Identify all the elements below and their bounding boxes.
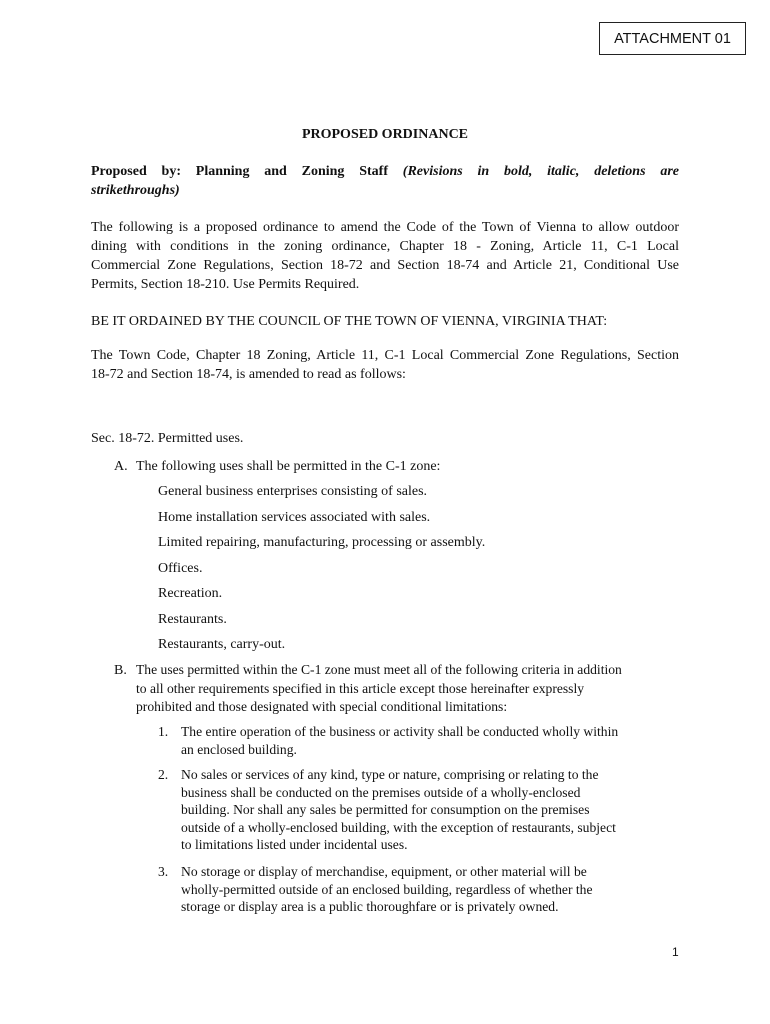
permitted-use: Restaurants, carry-out. (158, 637, 286, 652)
criterion-3 (158, 863, 678, 916)
section-heading: Sec. 18-72. Permitted uses. (91, 431, 244, 446)
permitted-use: General business enterprises consisting of sales. (158, 484, 428, 499)
document-title: PROPOSED ORDINANCE (301, 127, 469, 142)
criterion-line: to limitations listed under incidental uses. (181, 837, 408, 852)
revisions-note: (Revisions in bold, italic, deletions are (402, 164, 679, 179)
criterion-line: building. Nor shall any sales be permitted for consumption on the premises (181, 802, 590, 817)
criterion-line: business shall be conducted on the premises outside of a wholly-enclosed (181, 784, 581, 800)
criterion-number: 1. (158, 724, 169, 739)
criterion-line: outside of a wholly-enclosed building, with the exception of restaurants, subject (181, 819, 616, 835)
criterion-line: No sales or services of any kind, type or nature, comprising or relating to the (181, 767, 599, 782)
revisions-note-continued: strikethroughs) (91, 183, 180, 198)
criterion-line: No storage or display of merchandise, equipment, or other material will be (181, 864, 587, 879)
criterion-number: 2. (158, 767, 169, 782)
permitted-use: Offices. (158, 560, 203, 576)
list-item-text-line: to all other requirements specified in this article except those hereinafter expressly (136, 680, 585, 696)
list-letter: A. (114, 459, 128, 474)
intro-paragraph (91, 218, 679, 294)
list-item-text-line: The uses permitted within the C-1 zone must meet all of the following criteria in addition (136, 662, 622, 677)
list-item-text: The following uses shall be permitted in the C-1 zone: (136, 459, 441, 474)
list-letter: B. (114, 663, 127, 678)
intro-line: dining with conditions in the zoning ordinance, Chapter 18 - Zoning, Article 11, C-1 Local (91, 239, 679, 254)
amendment-paragraph (91, 346, 679, 384)
criterion-line: wholly-permitted outside of an enclosed building, regardless of whether the (181, 881, 593, 897)
criterion-1 (158, 723, 678, 758)
attachment-label: ATTACHMENT 01 (599, 22, 746, 55)
intro-line: The following is a proposed ordinance to amend the Code of the Town of Vienna to allow outdoor (91, 220, 679, 235)
ordained-statement: BE IT ORDAINED BY THE COUNCIL OF THE TOWN OF VIENNA, VIRGINIA THAT: (91, 314, 608, 329)
permitted-use: Limited repairing, manufacturing, processing or assembly. (158, 535, 486, 550)
amendment-line: The Town Code, Chapter 18 Zoning, Article 11, C-1 Local Commercial Zone Regulations, Section (91, 348, 679, 363)
proposed-by-line (91, 162, 679, 181)
criterion-number: 3. (158, 864, 169, 879)
list-item-text-line: prohibited and those designated with special conditional limitations: (136, 699, 508, 714)
proposed-by-label: Proposed by: Planning and Zoning Staff (91, 164, 388, 179)
page-number: 1 (672, 945, 679, 959)
intro-line: Commercial Zone Regulations, Section 18-72 and Section 18-74 and Article 21, Conditional Use (91, 258, 679, 273)
permitted-uses-list (158, 482, 485, 661)
criterion-line: storage or display area is a public thoroughfare or is privately owned. (181, 899, 559, 914)
permitted-use: Recreation. (158, 586, 223, 601)
criterion-line: The entire operation of the business or activity shall be conducted wholly within (181, 724, 619, 739)
criterion-2 (158, 766, 678, 854)
intro-line: Permits, Section 18-210. Use Permits Required. (91, 277, 360, 292)
permitted-use: Restaurants. (158, 611, 227, 627)
amendment-line: 18-72 and Section 18-74, is amended to read as follows: (91, 367, 406, 382)
criterion-line: an enclosed building. (181, 741, 297, 757)
permitted-use: Home installation services associated with sales. (158, 509, 431, 525)
list-item-b (114, 661, 684, 717)
